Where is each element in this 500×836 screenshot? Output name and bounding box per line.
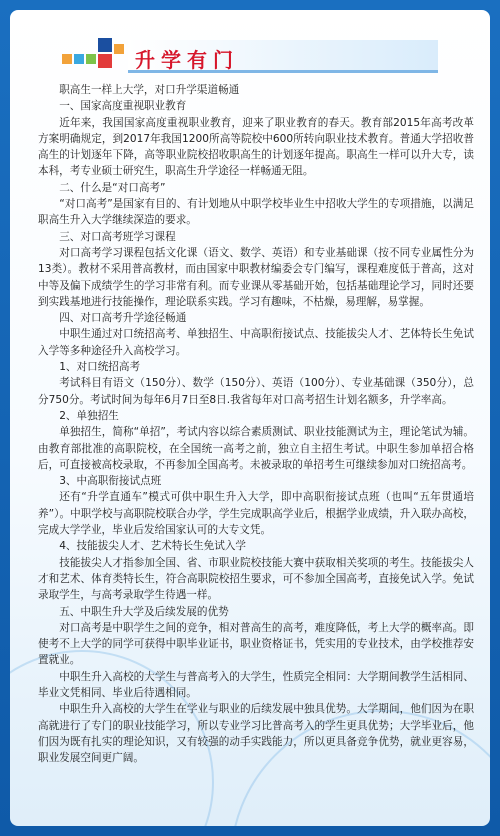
header [10,10,490,70]
section-heading: 1、对口统招高考 [59,361,141,374]
paragraph: 考试科目有语文（150分）、数学（150分）、英语（100分）、专业基础课（350分），总分750分。考试时间为每年6月7日至8日.我省每年对口高考招生计划名额多，升学率高。 [38,377,474,406]
paragraph: 技能拔尖人才指参加全国、省、市职业院校技能大赛中获取相关奖项的考生。技能拔尖人才和艺术、体育类特长生，符合高职院校招生要求，可不参加全国高考，直接免试入学。免试录取学生，与高考录取学生待遇一样。 [38,556,474,602]
paragraph: “对口高考”是国家有目的、有计划地从中职学校毕业生中招收大学生的专项措施，以满足职高生升入大学继续深造的要求。 [38,198,474,227]
section-heading: 4、技能拔尖人才、艺术特长生免试入学 [59,540,247,553]
article-body [38,82,474,766]
paragraph: 中职生升入高校的大学生在学业与职业的后续发展中独具优势。大学期间，他们因为在职高就进行了专门的职业技能学习，所以专业学习比普高考入的学生更具优势；大学毕业后，他们因为既有扎实的理论知识，又有较强的动手实践能力，所以更具备竞争优势，就业更容易，职业发展空间更广阔。 [38,703,474,765]
paragraph: 中职生升入高校的大学生与普高考入的大学生，性质完全相同：大学期间教学生活相同、毕业文凭相同、毕业后待遇相同。 [38,670,474,699]
paragraph: 对口高考是中职学生之间的竞争，相对普高生的高考，难度降低，考上大学的概率高。即使考不上大学的同学可获得中职毕业证书，职业资格证书，凭实用的专业技术，由学校推荐安置就业。 [38,621,474,667]
paragraph: 中职生通过对口统招高考、单独招生、中高职衔接试点、技能拔尖人才、艺体特长生免试入学等多种途径升入高校学习。 [38,328,474,357]
paragraph: 对口高考学习课程包括文化课（语文、数学、英语）和专业基础课（按不同专业属性分为13类）。教材不采用普高教材，而由国家中职教材编委会专门编写，课程难度低于普高，这对中等及偏下成绩学生的学习非常有利。而专业课从零基础开始，包括基础理论学习，同时还要到实践基地进行技能操作，理论联系实践。学习有趣味，不枯燥，易理解，易掌握。 [38,246,474,308]
paragraph: 近年来，我国国家高度重视职业教育，迎来了职业教育的春天。教育部2015年高考改革方案明确规定，到2017年我国1200所高等院校中600所转向职业技术教育。普通大学招收普高生的计划逐年下降，高等职业院校招收职高生的计划逐年提高。职高生一样可以升大专，读本科，考专业硕士研究生，职高生升学途径一样畅通无阻。 [38,116,474,178]
section-heading: 五、中职生升大学及后续发展的优势 [59,605,229,618]
page-title: 升学有门 [135,48,239,72]
paragraph: 单独招生，简称“单招”，考试内容以综合素质测试、职业技能测试为主，理论笔试为辅。由教育部批准的高职院校，在全国统一高考之前，独立自主招生考试。中职生参加单招合格后，可直接被高校录取，不再参加全国高考。未被录取的单招考生可继续参加对口统招高考。 [38,426,474,471]
paragraph: 职高生一样上大学，对口升学渠道畅通 [59,84,240,96]
section-heading: 四、对口高考升学途径畅通 [59,312,187,325]
paragraph: 还有“升学直通车”模式可供中职生升入大学，即中高职衔接试点班（也叫“五年贯通培养”）。中职学校与高职院校联合办学，学生完成职高学业后，根据学业成绩，升入联办高校，完成大学学业，毕业后发给国家认可的大专文凭。 [38,491,474,537]
section-heading: 三、对口高考班学习课程 [59,230,176,243]
section-heading: 3、中高职衔接试点班 [59,475,162,488]
section-heading: 一、国家高度重视职业教育 [59,100,187,113]
poster-panel [10,10,490,826]
section-heading: 2、单独招生 [59,409,119,422]
section-heading: 二、什么是“对口高考” [59,181,166,194]
